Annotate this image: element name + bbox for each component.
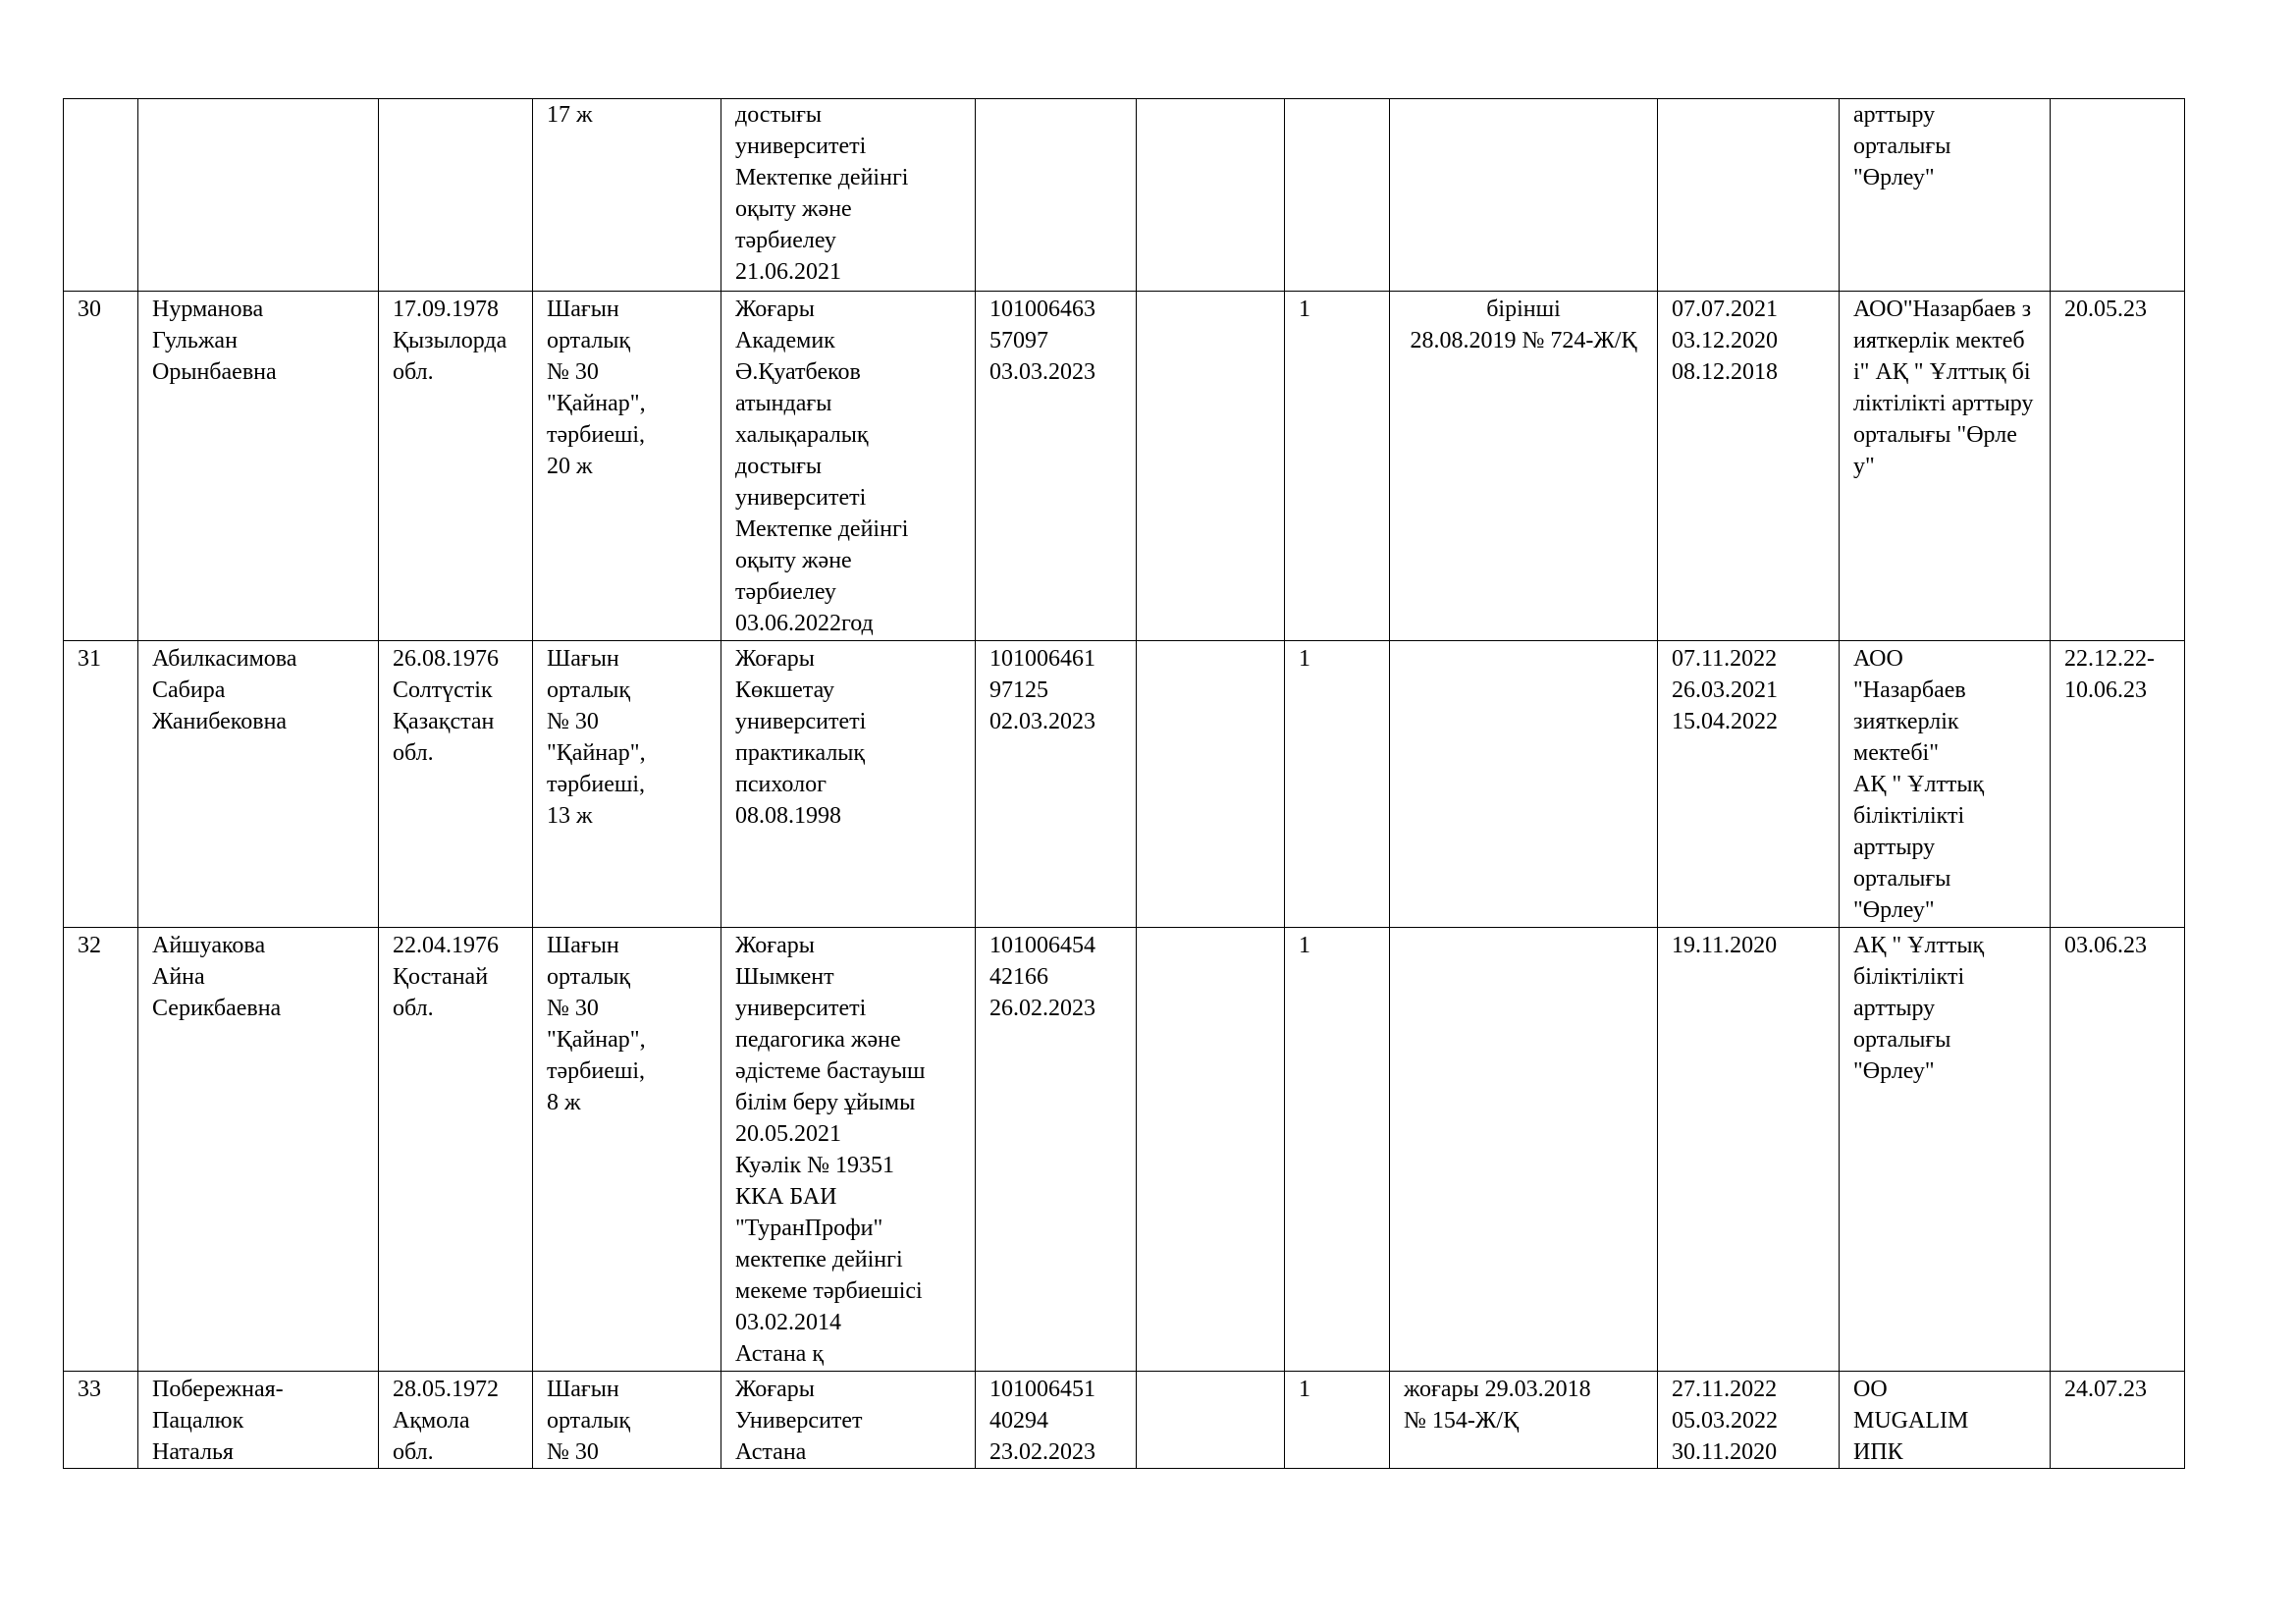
- cell-category: бірінші 28.08.2019 № 724-Ж/Қ: [1390, 292, 1658, 641]
- cell-birth: [379, 99, 533, 292]
- cell-course-org: ОО MUGALIM ИПК: [1840, 1372, 2051, 1469]
- cell-certificate: 101006454 42166 26.02.2023: [976, 928, 1137, 1372]
- cell-position: Шағын орталық № 30: [533, 1372, 721, 1469]
- cell-education: Жоғары Университет Астана: [721, 1372, 976, 1469]
- cell-name: Абилкасимова Сабира Жанибековна: [138, 641, 379, 928]
- table-row: [64, 641, 2185, 928]
- cell-category: [1390, 928, 1658, 1372]
- cell-name: Нурманова Гульжан Орынбаевна: [138, 292, 379, 641]
- cell-col8: 1: [1285, 641, 1390, 928]
- cell-certificate: [976, 99, 1137, 292]
- cell-number: 31: [64, 641, 138, 928]
- cell-number: [64, 99, 138, 292]
- table-row: [64, 1372, 2185, 1469]
- cell-education: Жоғары Академик Ә.Қуатбеков атындағы халықаралық достығы университеті Мектепке дейінгі оқыту және тәрбиелеу 03.06.2022год: [721, 292, 976, 641]
- cell-category: [1390, 99, 1658, 292]
- cell-next-date: [2051, 99, 2185, 292]
- cell-name: Айшуакова Айна Серикбаевна: [138, 928, 379, 1372]
- cell-certificate: 101006451 40294 23.02.2023: [976, 1372, 1137, 1469]
- cell-certificate: 101006461 97125 02.03.2023: [976, 641, 1137, 928]
- cell-col7: [1137, 99, 1285, 292]
- cell-position: Шағын орталық № 30 "Қайнар", тәрбиеші, 8 ж: [533, 928, 721, 1372]
- table-row: [64, 99, 2185, 292]
- cell-education: Жоғары Көкшетау университеті практикалық психолог 08.08.1998: [721, 641, 976, 928]
- cell-col8: 1: [1285, 1372, 1390, 1469]
- cell-course-dates: 19.11.2020: [1658, 928, 1840, 1372]
- cell-birth: 17.09.1978 Қызылорда обл.: [379, 292, 533, 641]
- cell-course-dates: 07.11.2022 26.03.2021 15.04.2022: [1658, 641, 1840, 928]
- cell-certificate: 101006463 57097 03.03.2023: [976, 292, 1137, 641]
- cell-col8: [1285, 99, 1390, 292]
- cell-col7: [1137, 292, 1285, 641]
- cell-number: 32: [64, 928, 138, 1372]
- cell-col7: [1137, 928, 1285, 1372]
- cell-course-org: АОО "Назарбаев зияткерлік мектебі" АҚ " Ұлттық біліктілікті арттыру орталығы "Өрлеу": [1840, 641, 2051, 928]
- cell-course-dates: 07.07.2021 03.12.2020 08.12.2018: [1658, 292, 1840, 641]
- cell-number: 30: [64, 292, 138, 641]
- cell-course-org: АОО"Назарбаев зияткерлік мектебі" АҚ " Ұлттық біліктілікті арттыру орталығы "Өрлеу": [1840, 292, 2051, 641]
- cell-number: 33: [64, 1372, 138, 1469]
- cell-col7: [1137, 1372, 1285, 1469]
- cell-course-org: арттыру орталығы "Өрлеу": [1840, 99, 2051, 292]
- cell-col8: 1: [1285, 292, 1390, 641]
- cell-birth: 26.08.1976 Солтүстік Қазақстан обл.: [379, 641, 533, 928]
- cell-next-date: 22.12.22- 10.06.23: [2051, 641, 2185, 928]
- table-row: [64, 928, 2185, 1372]
- cell-next-date: 03.06.23: [2051, 928, 2185, 1372]
- cell-col7: [1137, 641, 1285, 928]
- cell-course-org: АҚ " Ұлттық біліктілікті арттыру орталығы "Өрлеу": [1840, 928, 2051, 1372]
- staff-table: [63, 98, 2185, 1469]
- cell-birth: 22.04.1976 Қостанай обл.: [379, 928, 533, 1372]
- cell-name: [138, 99, 379, 292]
- cell-position: 17 ж: [533, 99, 721, 292]
- cell-education: достығы университеті Мектепке дейінгі оқыту және тәрбиелеу 21.06.2021: [721, 99, 976, 292]
- cell-birth: 28.05.1972 Ақмола обл.: [379, 1372, 533, 1469]
- cell-education: Жоғары Шымкент университеті педагогика және әдістеме бастауыш білім беру ұйымы 20.05.2021 Куәлік № 19351 ККА БАИ "ТуранПрофи" мектепке дейінгі мекеме тәрбиешісі 03.02.2014 Астана қ: [721, 928, 976, 1372]
- cell-position: Шағын орталық № 30 "Қайнар", тәрбиеші, 20 ж: [533, 292, 721, 641]
- cell-position: Шағын орталық № 30 "Қайнар", тәрбиеші, 13 ж: [533, 641, 721, 928]
- cell-category: жоғары 29.03.2018 № 154-Ж/Қ: [1390, 1372, 1658, 1469]
- cell-col8: 1: [1285, 928, 1390, 1372]
- cell-course-dates: [1658, 99, 1840, 292]
- cell-name: Побережная- Пацалюк Наталья: [138, 1372, 379, 1469]
- table-row: [64, 292, 2185, 641]
- cell-next-date: 24.07.23: [2051, 1372, 2185, 1469]
- cell-category: [1390, 641, 1658, 928]
- cell-course-dates: 27.11.2022 05.03.2022 30.11.2020: [1658, 1372, 1840, 1469]
- cell-next-date: 20.05.23: [2051, 292, 2185, 641]
